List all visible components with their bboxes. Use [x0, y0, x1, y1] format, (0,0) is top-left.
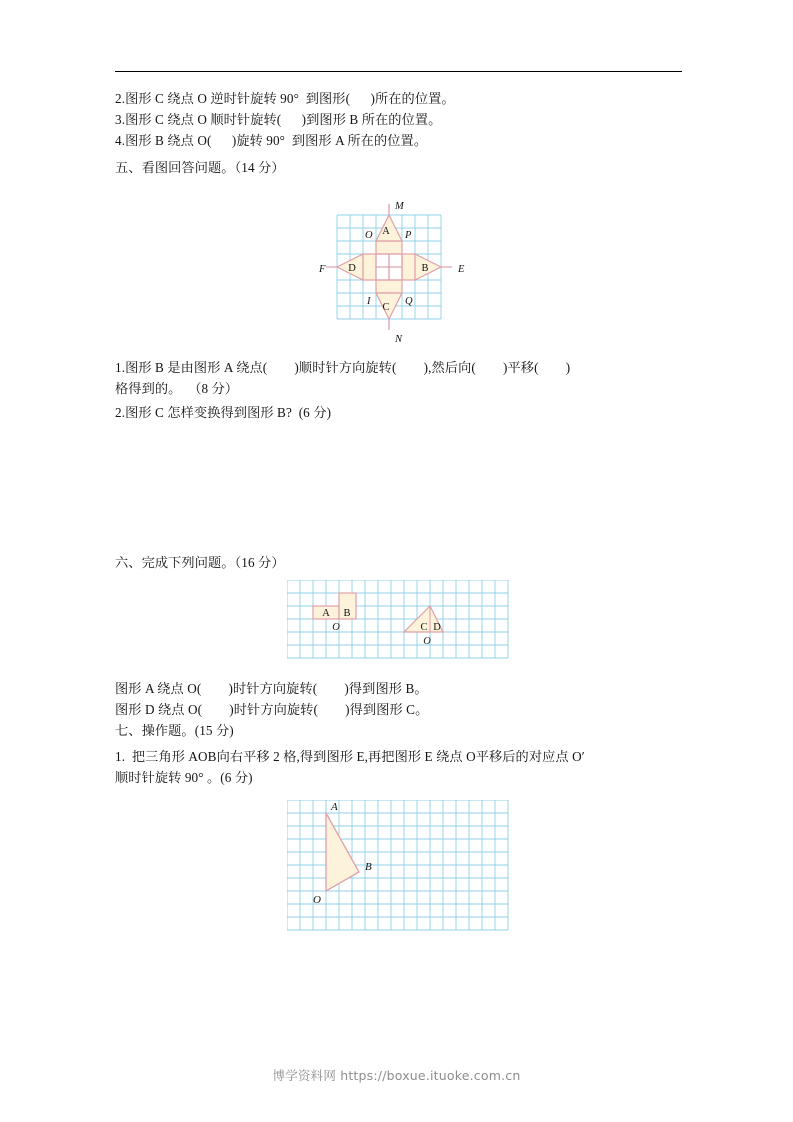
figure-aob-container [287, 800, 511, 940]
aob-figure-svg [287, 800, 511, 940]
label-shape-d: D [348, 263, 356, 274]
question-top-4: 4.图形 B 绕点 O( )旋转 90° 到图形 A 所在的位置。 [115, 133, 428, 148]
label-point-m: M [395, 201, 404, 212]
page-footer: 博学资料网 https://boxue.ituoke.com.cn [272, 1068, 521, 1083]
label-vertex-a: A [331, 801, 338, 813]
label-shape-b: B [421, 263, 429, 274]
label-shape-c: C [420, 622, 428, 633]
question-top-2: 2.图形 C 绕点 O 逆时针旋转 90° 到图形( )所在的位置。 [115, 91, 455, 106]
label-vertex-b: B [365, 861, 372, 873]
rect-tri-figure-svg [287, 580, 511, 665]
section-seven-q1-line1: 1. 把三角形 AOB向右平移 2 格,得到图形 E,再把图形 E 绕点 O平移后的对应点 O′ [115, 749, 585, 764]
label-point-i: I [367, 296, 371, 307]
figure-star-container [318, 196, 493, 348]
label-shape-a: A [382, 226, 390, 237]
label-point-p: P [405, 230, 412, 241]
label-point-q: Q [405, 296, 413, 307]
shape-rect-left [363, 254, 376, 280]
label-origin-right: O [423, 636, 431, 647]
label-point-o: O [365, 230, 373, 241]
question-top-3: 3.图形 C 绕点 O 顺时针旋转( )到图形 B 所在的位置。 [115, 112, 442, 127]
section-six-questions [115, 678, 685, 788]
shape-rect-bottom [376, 280, 402, 293]
shape-rect-top [376, 241, 402, 254]
label-shape-b: B [343, 608, 351, 619]
label-vertex-o: O [313, 894, 321, 906]
grid-lines [287, 800, 508, 930]
section-six-heading-wrap [115, 552, 685, 573]
header-divider [115, 71, 682, 72]
figure-rect-tri-container [287, 580, 511, 665]
section-five-heading: 五、看图回答问题。（14 分） [115, 160, 285, 175]
label-origin-left: O [332, 622, 340, 633]
section-five-q2: 2.图形 C 怎样变换得到图形 B? (6 分) [115, 405, 332, 420]
section-five-q1-line2: 格得到的。 （8 分） [115, 381, 239, 396]
star-figure-svg [318, 196, 493, 348]
section-seven-q1-line2: 顺时针旋转 90° 。(6 分) [115, 770, 253, 785]
label-point-e: E [458, 264, 465, 275]
label-point-f: F [319, 264, 326, 275]
section-seven-heading: 七、操作题。(15 分) [115, 723, 234, 738]
shape-rect-right [402, 254, 415, 280]
label-point-n: N [395, 334, 403, 345]
section-five-questions [115, 357, 685, 423]
label-shape-d: D [433, 622, 441, 633]
section-six-q2: 图形 D 绕点 O( )时针方向旋转( )得到图形 C。 [115, 702, 429, 717]
section-five-q1-line1: 1.图形 B 是由图形 A 绕点( )顺时针方向旋转( ),然后向( )平移( ) [115, 360, 571, 375]
page-content [115, 88, 685, 179]
label-shape-c: C [382, 302, 390, 313]
section-six-q1: 图形 A 绕点 O( )时针方向旋转( )得到图形 B。 [115, 681, 428, 696]
label-shape-a: A [322, 608, 330, 619]
section-six-heading: 六、完成下列问题。（16 分） [115, 555, 285, 570]
